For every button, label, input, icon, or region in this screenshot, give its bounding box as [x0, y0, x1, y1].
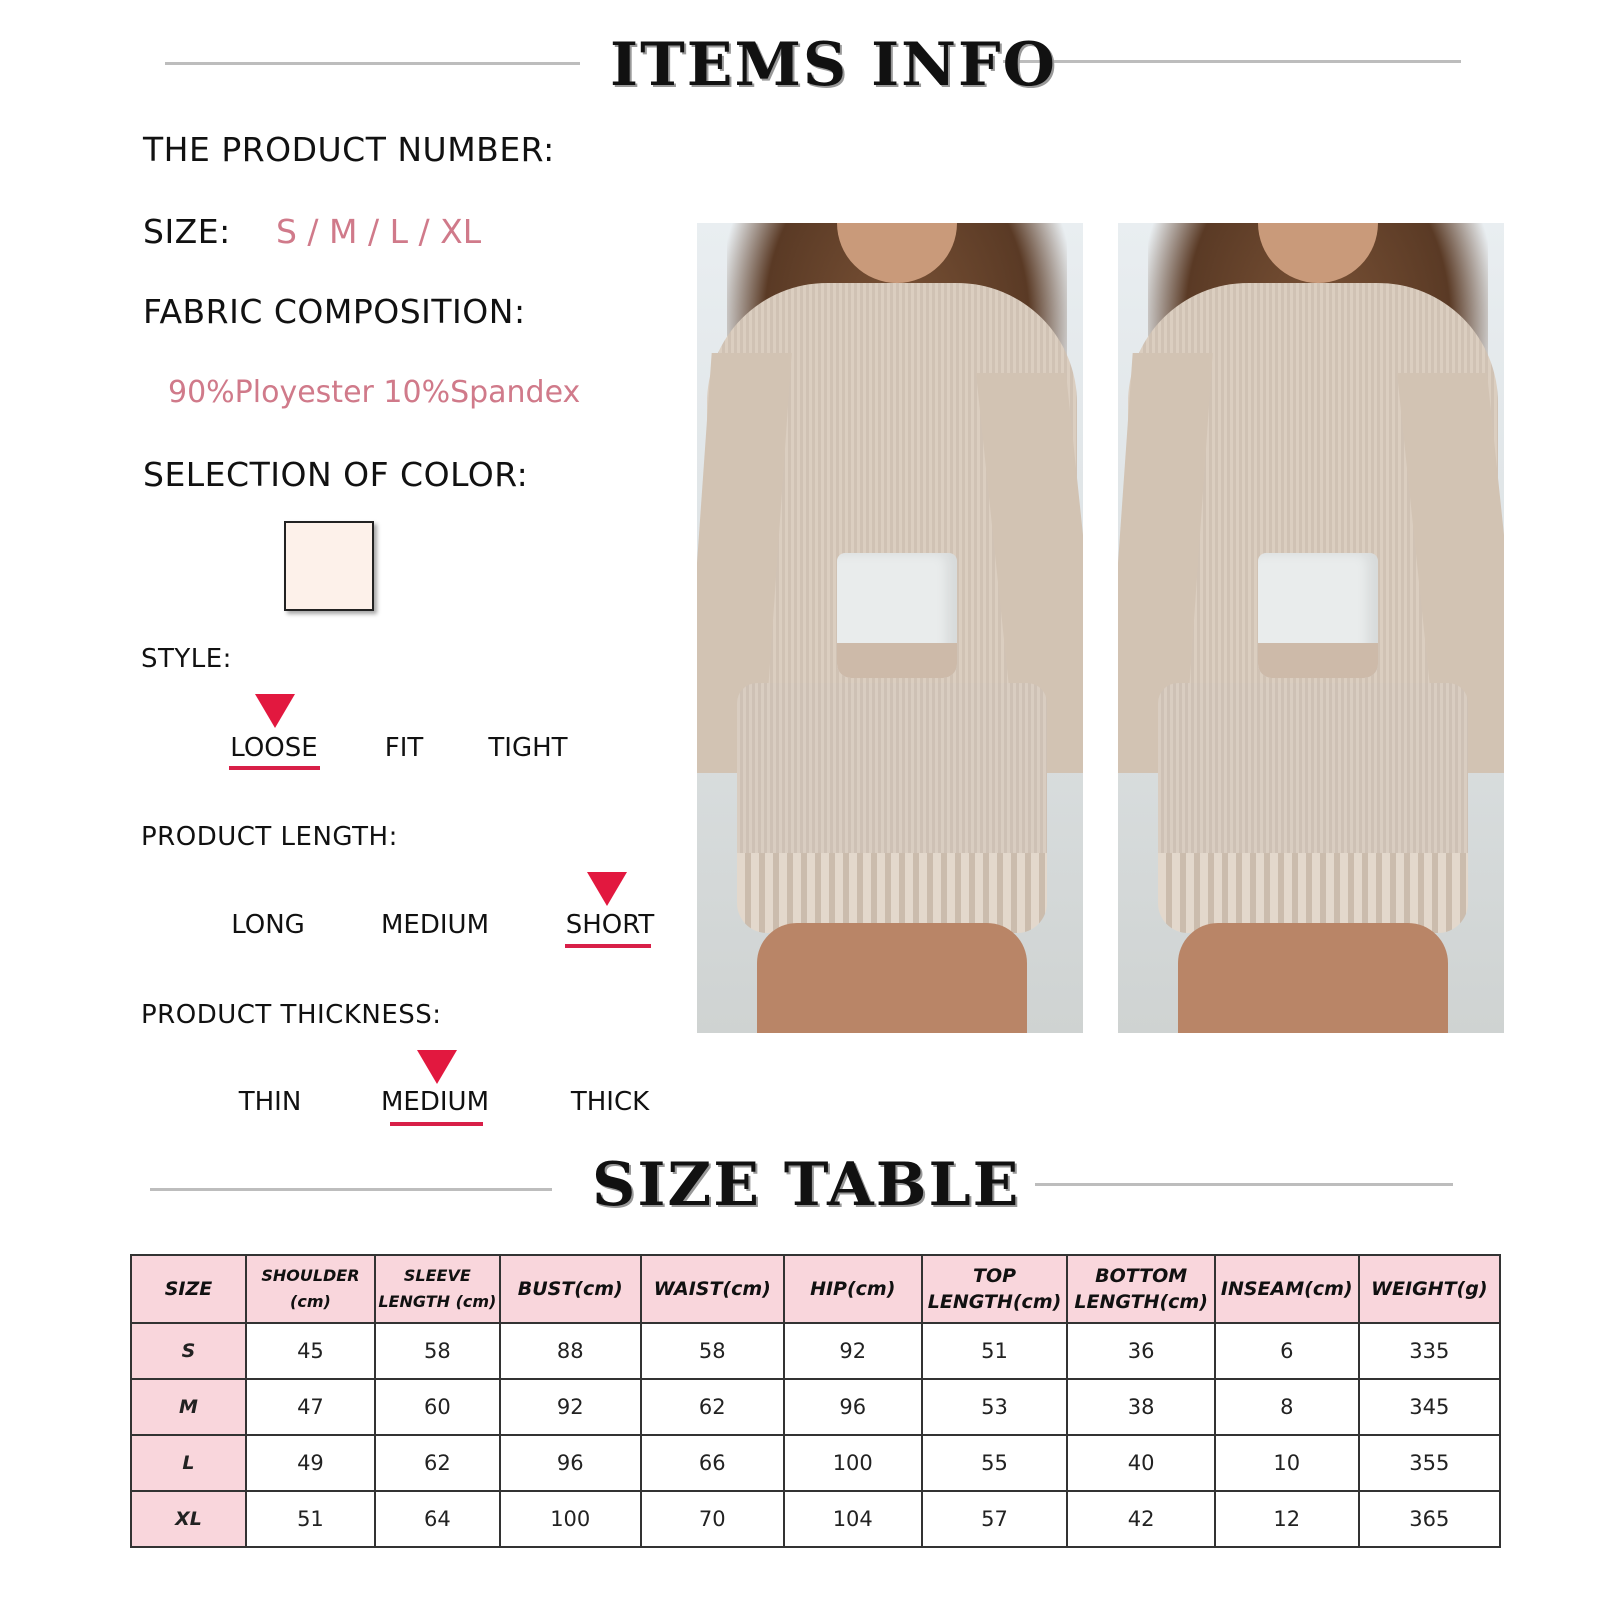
- table-cell: 96: [784, 1379, 922, 1435]
- table-row: [131, 1435, 1500, 1491]
- table-header-row: [131, 1255, 1500, 1323]
- header-sleeve-length: SLEEVE LENGTH (cm): [375, 1255, 500, 1323]
- table-cell: 53: [922, 1379, 1068, 1435]
- header-size: SIZE: [131, 1255, 246, 1323]
- cell-size: S: [131, 1323, 246, 1379]
- header-top-length: TOP LENGTH(cm): [922, 1255, 1068, 1323]
- table-cell: 88: [500, 1323, 641, 1379]
- table-cell: 57: [922, 1491, 1068, 1547]
- table-cell: 60: [375, 1379, 500, 1435]
- table-cell: 70: [641, 1491, 784, 1547]
- size-value: S / M / L / XL: [276, 212, 482, 251]
- fabric-value: 90%Ployester 10%Spandex: [168, 375, 581, 410]
- table-cell: 104: [784, 1491, 922, 1547]
- table-row: [131, 1491, 1500, 1547]
- thickness-selected-underline: [390, 1122, 483, 1126]
- items-info-title: ITEMS INFO: [610, 30, 1057, 100]
- header-inseam: INSEAM(cm): [1215, 1255, 1359, 1323]
- table-cell: 8: [1215, 1379, 1359, 1435]
- table-cell: 51: [246, 1491, 375, 1547]
- style-selected-underline: [229, 766, 320, 770]
- table-cell: 92: [784, 1323, 922, 1379]
- length-option-long[interactable]: LONG: [231, 910, 305, 940]
- table-cell: 51: [922, 1323, 1068, 1379]
- thickness-selected-marker-icon: [417, 1050, 457, 1084]
- table-cell: 55: [922, 1435, 1068, 1491]
- table-cell: 47: [246, 1379, 375, 1435]
- header-shoulder: SHOULDER (cm): [246, 1255, 375, 1323]
- table-cell: 12: [1215, 1491, 1359, 1547]
- thickness-option-thin[interactable]: THIN: [238, 1087, 302, 1117]
- thickness-option-thick[interactable]: THICK: [570, 1087, 650, 1117]
- table-cell: 335: [1359, 1323, 1500, 1379]
- table-row: [131, 1323, 1500, 1379]
- cell-size: XL: [131, 1491, 246, 1547]
- size-table-title: SIZE TABLE: [592, 1150, 1021, 1220]
- table-cell: 345: [1359, 1379, 1500, 1435]
- table-cell: 40: [1067, 1435, 1214, 1491]
- divider-left: [150, 1188, 552, 1191]
- table-cell: 38: [1067, 1379, 1214, 1435]
- style-selected-marker-icon: [255, 694, 295, 728]
- length-label: PRODUCT LENGTH:: [141, 822, 398, 852]
- color-swatch[interactable]: [284, 521, 374, 611]
- table-cell: 6: [1215, 1323, 1359, 1379]
- product-photo-right: [1118, 223, 1504, 1033]
- table-cell: 100: [784, 1435, 922, 1491]
- thickness-label: PRODUCT THICKNESS:: [141, 1000, 442, 1030]
- table-cell: 100: [500, 1491, 641, 1547]
- cell-size: M: [131, 1379, 246, 1435]
- table-cell: 355: [1359, 1435, 1500, 1491]
- size-table: [130, 1254, 1501, 1548]
- style-option-tight[interactable]: TIGHT: [488, 733, 568, 763]
- table-row: [131, 1379, 1500, 1435]
- fabric-label: FABRIC COMPOSITION:: [143, 292, 526, 331]
- table-cell: 92: [500, 1379, 641, 1435]
- style-option-loose[interactable]: LOOSE: [230, 733, 318, 763]
- table-cell: 62: [641, 1379, 784, 1435]
- header-bottom-length: BOTTOM LENGTH(cm): [1067, 1255, 1214, 1323]
- table-cell: 10: [1215, 1435, 1359, 1491]
- length-selected-marker-icon: [587, 872, 627, 906]
- table-cell: 45: [246, 1323, 375, 1379]
- header-waist: WAIST(cm): [641, 1255, 784, 1323]
- divider-right: [1003, 60, 1461, 63]
- length-selected-underline: [565, 944, 651, 948]
- divider-right: [1035, 1183, 1453, 1186]
- table-cell: 64: [375, 1491, 500, 1547]
- length-option-short[interactable]: SHORT: [565, 910, 655, 940]
- header-bust: BUST(cm): [500, 1255, 641, 1323]
- size-label: SIZE:: [143, 212, 231, 251]
- table-cell: 96: [500, 1435, 641, 1491]
- product-photo-left: [697, 223, 1083, 1033]
- cell-size: L: [131, 1435, 246, 1491]
- style-option-fit[interactable]: FIT: [384, 733, 424, 763]
- table-cell: 42: [1067, 1491, 1214, 1547]
- header-hip: HIP(cm): [784, 1255, 922, 1323]
- length-option-medium[interactable]: MEDIUM: [380, 910, 489, 940]
- table-cell: 36: [1067, 1323, 1214, 1379]
- product-number-label: THE PRODUCT NUMBER:: [143, 130, 555, 169]
- table-cell: 66: [641, 1435, 784, 1491]
- color-label: SELECTION OF COLOR:: [143, 455, 529, 494]
- thickness-option-medium[interactable]: MEDIUM: [380, 1087, 489, 1117]
- style-label: STYLE:: [141, 644, 232, 674]
- table-cell: 365: [1359, 1491, 1500, 1547]
- header-weight: WEIGHT(g): [1359, 1255, 1500, 1323]
- table-cell: 62: [375, 1435, 500, 1491]
- divider-left: [165, 62, 580, 65]
- table-cell: 58: [375, 1323, 500, 1379]
- table-cell: 49: [246, 1435, 375, 1491]
- table-cell: 58: [641, 1323, 784, 1379]
